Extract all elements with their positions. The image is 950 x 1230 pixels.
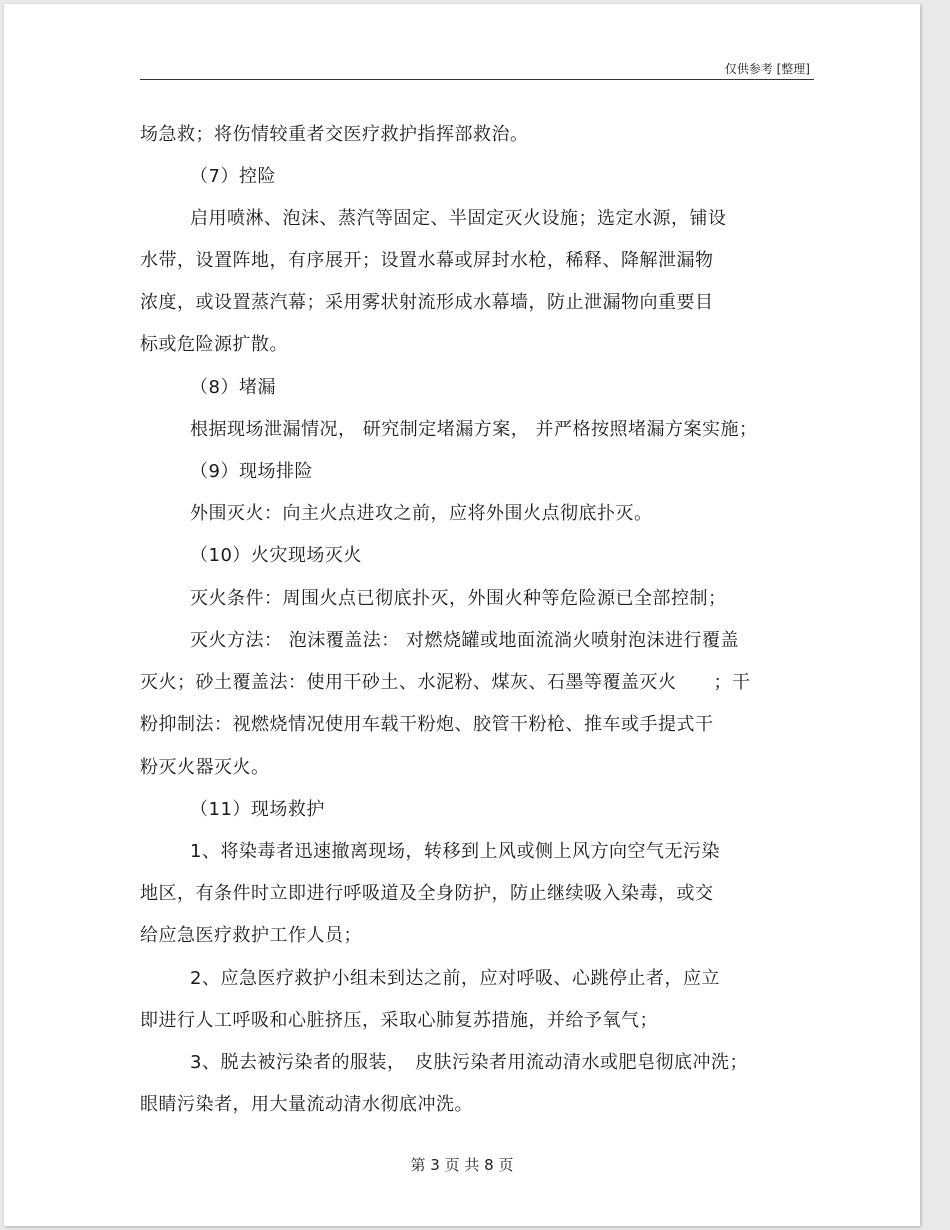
body-line: 灭火；砂土覆盖法：使用干砂土、水泥粉、煤灰、石墨等覆盖灭火 ；干 [140,672,751,693]
body-line: 3、脱去被污染者的服装， 皮肤污染者用流动清水或肥皂彻底冲洗； [190,1052,748,1073]
body-line: 场急救；将伤情较重者交医疗救护指挥部救治。 [140,124,529,145]
section-heading: （9）现场排险 [190,461,313,482]
body-line: 粉抑制法：视燃烧情况使用车载干粉炮、胶管干粉枪、推车或手提式干 [140,714,714,735]
page-number: 第 3 页 共 8 页 [410,1156,514,1174]
body-line: 标或危险源扩散。 [140,334,288,355]
section-heading: （7）控险 [190,166,276,187]
body-line: 地区，有条件时立即进行呼吸道及全身防护，防止继续吸入染毒，或交 [140,883,714,904]
body-line: 浓度，或设置蒸汽幕；采用雾状射流形成水幕墙，防止泄漏物向重要目 [140,292,714,313]
body-line: 给应急医疗救护工作人员； [140,925,362,946]
body-line: 水带，设置阵地，有序展开；设置水幕或屏封水枪，稀释、降解泄漏物 [140,250,714,271]
body-line: 眼睛污染者，用大量流动清水彻底冲洗。 [140,1094,473,1115]
body-line: 即进行人工呼吸和心脏挤压，采取心肺复苏措施，并给予氧气； [140,1010,658,1031]
document-page [4,4,920,1226]
body-line: 灭火方法： 泡沫覆盖法： 对燃烧罐或地面流淌火喷射泡沫进行覆盖 [190,630,739,651]
body-line: 灭火条件：周围火点已彻底扑灭，外围火种等危险源已全部控制； [190,588,727,609]
section-heading: （8）堵漏 [190,377,276,398]
header-rule [140,79,814,80]
section-heading: （11）现场救护 [190,799,325,820]
body-line: 2、应急医疗救护小组未到达之前，应对呼吸、心跳停止者，应立 [190,968,720,989]
body-line: 外围灭火：向主火点进攻之前，应将外围火点彻底扑灭。 [190,503,653,524]
header-label: 仅供参考 [整理] [724,62,810,76]
body-line: 根据现场泄漏情况， 研究制定堵漏方案， 并严格按照堵漏方案实施； [190,419,758,440]
body-line: 粉灭火器灭火。 [140,757,270,778]
body-line: 启用喷淋、泡沫、蒸汽等固定、半固定灭火设施；选定水源，铺设 [190,208,727,229]
section-heading: （10）火灾现场灭火 [190,545,362,566]
body-line: 1、将染毒者迅速撤离现场，转移到上风或侧上风方向空气无污染 [190,841,720,862]
